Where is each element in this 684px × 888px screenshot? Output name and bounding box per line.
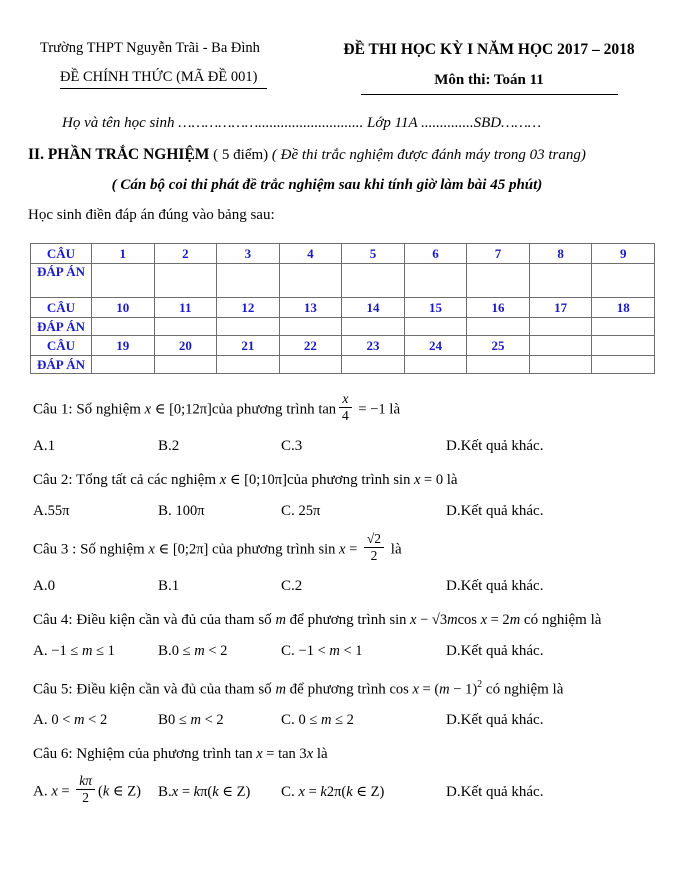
answer-table-row-label: CÂU xyxy=(31,336,92,356)
text-segment: A. xyxy=(33,712,52,729)
answer-fill-cell[interactable] xyxy=(154,318,217,336)
math-segment: 0 ≤ xyxy=(171,643,195,660)
text-segment: C. xyxy=(281,643,299,660)
question-number-cell: 10 xyxy=(92,298,155,318)
question-stem xyxy=(33,531,673,566)
math-segment: = 0 xyxy=(420,472,447,489)
math-segment: < 2 xyxy=(204,643,228,660)
math-segment: = xyxy=(178,784,194,801)
math-segment: 2π( xyxy=(326,784,347,801)
section-heading xyxy=(28,146,586,164)
text-segment: D.Kết quả khác. xyxy=(446,578,544,595)
exam-header-right xyxy=(333,41,645,95)
answer-fill-cell[interactable] xyxy=(279,318,342,336)
answer-table-row-label: ĐÁP ÁN xyxy=(31,356,92,374)
math-segment: sin xyxy=(318,541,339,558)
math-segment: k xyxy=(193,784,201,801)
option-a xyxy=(33,773,158,808)
answer-fill-cell[interactable] xyxy=(154,356,217,374)
question-number-cell: 15 xyxy=(404,298,467,318)
question-number-cell: 4 xyxy=(279,244,342,264)
option-d xyxy=(446,502,673,520)
text-segment: D.Kết quả khác. xyxy=(446,712,544,729)
answer-fill-cell[interactable] xyxy=(467,264,530,298)
math-segment: k xyxy=(320,784,327,801)
math-segment: m xyxy=(275,612,286,629)
math-segment: m xyxy=(194,643,205,660)
option-c xyxy=(281,502,446,520)
section-title: II. PHẦN TRẮC NGHIỆM xyxy=(28,146,210,163)
question-stem xyxy=(33,743,673,765)
text-segment: có nghiệm là xyxy=(520,612,602,629)
answer-fill-cell[interactable] xyxy=(592,356,655,374)
math-segment: = xyxy=(57,784,74,801)
questions xyxy=(33,391,673,822)
math-segment: x xyxy=(480,612,487,629)
math-segment: x xyxy=(413,472,421,489)
math-segment: m xyxy=(447,612,458,629)
answer-table-row-label: ĐÁP ÁN xyxy=(31,318,92,336)
answer-fill-cell[interactable] xyxy=(529,318,592,336)
text-segment: C. xyxy=(281,503,299,520)
question-4 xyxy=(33,609,673,660)
answer-fill-cell[interactable] xyxy=(279,356,342,374)
math-segment: x xyxy=(298,784,305,801)
math-segment: < 2 xyxy=(200,712,224,729)
text-segment: để phương trình xyxy=(285,612,390,629)
option-c xyxy=(281,577,446,595)
answer-fill-cell[interactable] xyxy=(592,264,655,298)
text-segment: D.Kết quả khác. xyxy=(446,784,544,801)
exam-subject: Môn thi: Toán 11 xyxy=(434,72,544,88)
text-segment: là xyxy=(446,472,458,489)
math-segment: ∈ Z) xyxy=(109,784,141,801)
question-number-cell: 1 xyxy=(92,244,155,264)
math-segment: ∈ [0;12π] xyxy=(151,401,212,418)
question-number-cell: 23 xyxy=(342,336,405,356)
answer-fill-cell[interactable] xyxy=(529,356,592,374)
student-info-line: Họ và tên học sinh ………………............................ Lớp 11A ..............SBD……… xyxy=(62,115,542,131)
math-segment: = xyxy=(304,784,321,801)
text-segment: D.Kết quả khác. xyxy=(446,503,544,520)
math-segment: m xyxy=(275,681,286,698)
text-segment: A.1 xyxy=(33,438,56,455)
math-segment: m xyxy=(320,712,332,729)
math-fraction: $\frac{x}{4}$ xyxy=(339,392,352,424)
math-segment: = ( xyxy=(418,681,440,698)
question-number-cell: 14 xyxy=(342,298,405,318)
answer-table-row xyxy=(31,264,655,298)
math-segment: x xyxy=(339,541,346,558)
option-d xyxy=(446,783,673,801)
question-options xyxy=(33,711,673,729)
math-segment: x xyxy=(410,612,417,629)
answer-table xyxy=(30,243,655,374)
math-segment: 55π xyxy=(47,503,70,520)
math-segment: x xyxy=(219,472,227,489)
option-d xyxy=(446,437,673,455)
text-segment: của phương trình xyxy=(211,401,319,418)
math-segment: x xyxy=(51,784,58,801)
exam-title: ĐỀ THI HỌC KỲ I NĂM HỌC 2017 – 2018 xyxy=(343,41,635,58)
option-c xyxy=(281,783,446,801)
math-segment: 0 < xyxy=(51,712,75,729)
answer-fill-cell[interactable] xyxy=(342,356,405,374)
answer-fill-cell[interactable] xyxy=(467,318,530,336)
option-a xyxy=(33,642,158,660)
proctor-note: ( Cán bộ coi thi phát đề trắc nghiệm sau khi tính giờ làm bài 45 phút) xyxy=(111,177,543,193)
question-number-cell xyxy=(529,336,592,356)
answer-fill-cell[interactable] xyxy=(279,264,342,298)
math-segment: m xyxy=(74,712,85,729)
math-segment: 25π xyxy=(298,503,321,520)
option-d xyxy=(446,642,673,660)
text-segment: C.2 xyxy=(281,578,303,595)
question-options xyxy=(33,773,673,808)
option-b xyxy=(158,783,281,801)
math-segment: k xyxy=(102,784,110,801)
text-segment: B. xyxy=(158,643,172,660)
text-segment: của phương trình xyxy=(286,472,394,489)
option-b xyxy=(158,711,281,729)
math-segment: cos xyxy=(457,612,481,629)
math-segment: sin xyxy=(389,612,411,629)
section-points: ( 5 điểm) xyxy=(209,147,272,163)
text-segment: Câu 3 : Số nghiệm xyxy=(33,541,149,558)
text-segment: Câu 4: Điều kiện cần và đủ của tham số xyxy=(33,612,276,629)
math-segment: < 2 xyxy=(84,712,108,729)
math-segment: x xyxy=(412,681,419,698)
option-c xyxy=(281,642,446,660)
question-number-cell: 19 xyxy=(92,336,155,356)
math-segment: m xyxy=(190,712,201,729)
question-stem xyxy=(33,674,673,700)
question-number-cell: 16 xyxy=(467,298,530,318)
text-segment: C. xyxy=(281,784,299,801)
math-segment: − √3 xyxy=(416,612,448,629)
text-segment: Câu 2: Tổng tất cả các nghiệm xyxy=(33,472,220,489)
text-segment: để phương trình xyxy=(285,681,390,698)
math-segment: ≤ 2 xyxy=(331,712,354,729)
text-segment: là xyxy=(387,541,402,558)
answer-table-row xyxy=(31,298,655,318)
question-number-cell: 11 xyxy=(154,298,217,318)
math-segment: cos xyxy=(389,681,413,698)
answer-table-row xyxy=(31,356,655,374)
text-segment: D.Kết quả khác. xyxy=(446,438,544,455)
text-segment: C.3 xyxy=(281,438,303,455)
section-note: ( Đề thi trắc nghiệm được đánh máy trong 03 trang) xyxy=(271,147,586,163)
question-number-cell: 25 xyxy=(467,336,530,356)
answer-fill-cell[interactable] xyxy=(342,318,405,336)
math-segment: m xyxy=(439,681,450,698)
math-segment: ≤ 1 xyxy=(92,643,115,660)
answer-fill-cell[interactable] xyxy=(342,264,405,298)
answer-fill-cell[interactable] xyxy=(467,356,530,374)
math-segment: k xyxy=(212,784,219,801)
math-segment: < 1 xyxy=(339,643,363,660)
math-segment: −1 < xyxy=(298,643,330,660)
option-b xyxy=(158,437,281,455)
text-segment: là xyxy=(313,746,328,763)
question-number-cell: 22 xyxy=(279,336,342,356)
option-d xyxy=(446,577,673,595)
text-segment: của phương trình xyxy=(211,541,319,558)
answer-fill-cell[interactable] xyxy=(92,318,155,336)
text-segment: A. xyxy=(33,503,48,520)
question-number-cell: 3 xyxy=(217,244,280,264)
question-number-cell: 12 xyxy=(217,298,280,318)
option-a xyxy=(33,502,158,520)
answer-fill-cell[interactable] xyxy=(154,264,217,298)
text-segment: B. xyxy=(158,503,176,520)
math-fraction: $\frac{k\pi}{2}$ xyxy=(76,774,95,806)
question-5 xyxy=(33,674,673,729)
question-2 xyxy=(33,469,673,520)
question-number-cell: 8 xyxy=(529,244,592,264)
question-number-cell xyxy=(592,336,655,356)
math-segment: = 2 xyxy=(487,612,510,629)
question-6 xyxy=(33,743,673,808)
answer-table-row xyxy=(31,318,655,336)
option-a xyxy=(33,577,158,595)
text-segment: Câu 6: Nghiệm của phương trình xyxy=(33,746,235,763)
question-options xyxy=(33,502,673,520)
math-segment: = xyxy=(345,541,361,558)
question-number-cell: 17 xyxy=(529,298,592,318)
math-segment: ∈ Z) xyxy=(352,784,385,801)
question-number-cell: 5 xyxy=(342,244,405,264)
math-segment: − 1) xyxy=(449,681,478,698)
question-number-cell: 13 xyxy=(279,298,342,318)
answer-fill-cell[interactable] xyxy=(92,356,155,374)
math-segment: m xyxy=(81,643,93,660)
option-a xyxy=(33,437,158,455)
option-b xyxy=(158,577,281,595)
answer-fill-cell[interactable] xyxy=(217,318,280,336)
question-number-cell: 20 xyxy=(154,336,217,356)
text-segment: A.0 xyxy=(33,578,56,595)
text-segment: A. xyxy=(33,784,52,801)
question-options xyxy=(33,577,673,595)
math-segment: ( xyxy=(97,784,103,801)
answer-fill-cell[interactable] xyxy=(404,318,467,336)
question-number-cell: 2 xyxy=(154,244,217,264)
option-b xyxy=(158,642,281,660)
answer-fill-cell[interactable] xyxy=(404,356,467,374)
text-segment: B.2 xyxy=(158,438,180,455)
math-segment: x xyxy=(306,746,314,763)
answer-fill-cell[interactable] xyxy=(592,318,655,336)
question-number-cell: 21 xyxy=(217,336,280,356)
option-d xyxy=(446,711,673,729)
answer-fill-cell[interactable] xyxy=(92,264,155,298)
answer-table-row-label: CÂU xyxy=(31,244,92,264)
math-segment: m xyxy=(329,643,340,660)
answer-fill-cell[interactable] xyxy=(404,264,467,298)
math-segment: tan xyxy=(318,401,337,418)
math-segment: k xyxy=(346,784,353,801)
question-number-cell: 18 xyxy=(592,298,655,318)
subject-underline xyxy=(361,94,618,95)
text-segment: B. xyxy=(158,784,172,801)
option-b xyxy=(158,502,281,520)
answer-table-row-label: CÂU xyxy=(31,298,92,318)
question-options xyxy=(33,437,673,455)
text-segment: A. xyxy=(33,643,52,660)
math-segment: 100π xyxy=(175,503,205,520)
question-number-cell: 24 xyxy=(404,336,467,356)
math-segment: m xyxy=(509,612,521,629)
text-segment: B xyxy=(158,712,169,729)
text-segment: có nghiệm là xyxy=(482,681,564,698)
math-segment: x xyxy=(148,541,155,558)
question-stem xyxy=(33,609,673,631)
answer-fill-cell[interactable] xyxy=(529,264,592,298)
answer-fill-cell[interactable] xyxy=(217,264,280,298)
math-segment: 0 ≤ xyxy=(298,712,321,729)
math-segment: = tan 3 xyxy=(262,746,307,763)
math-segment: ∈ [0;10π] xyxy=(226,472,287,489)
math-segment: 0 ≤ xyxy=(168,712,191,729)
text-segment: C. xyxy=(281,712,299,729)
math-superscript: 2 xyxy=(477,679,483,691)
answer-fill-cell[interactable] xyxy=(217,356,280,374)
math-segment: π( xyxy=(200,784,213,801)
fill-instruction: Học sinh điền đáp án đúng vào bảng sau: xyxy=(28,207,275,223)
text-segment: Câu 1: Số nghiệm xyxy=(33,401,145,418)
math-segment: sin xyxy=(393,472,414,489)
question-1 xyxy=(33,391,673,455)
math-segment: = −1 xyxy=(354,401,390,418)
math-segment: ∈ Z) xyxy=(218,784,251,801)
text-segment: D.Kết quả khác. xyxy=(446,643,544,660)
question-number-cell: 7 xyxy=(467,244,530,264)
math-segment: x xyxy=(171,784,179,801)
math-fraction: $\frac{√2}{2}$ xyxy=(364,532,384,564)
question-stem xyxy=(33,469,673,491)
answer-table-row xyxy=(31,244,655,264)
question-number-cell: 6 xyxy=(404,244,467,264)
option-c xyxy=(281,437,446,455)
math-segment: x xyxy=(256,746,263,763)
math-segment: −1 ≤ xyxy=(51,643,82,660)
option-c xyxy=(281,711,446,729)
exam-code: ĐỀ CHÍNH THỨC (MÃ ĐỀ 001) xyxy=(60,69,267,89)
answer-table-row xyxy=(31,336,655,356)
text-segment: là xyxy=(389,401,401,418)
question-stem xyxy=(33,391,673,426)
question-3 xyxy=(33,531,673,595)
text-segment: Câu 5: Điều kiện cần và đủ của tham số xyxy=(33,681,276,698)
math-segment: tan xyxy=(234,746,257,763)
answer-table-body xyxy=(31,244,655,374)
math-segment: x xyxy=(144,401,152,418)
text-segment: B.1 xyxy=(158,578,180,595)
answer-table-row-label: ĐÁP ÁN xyxy=(31,264,92,298)
school-name: Trường THPT Nguyễn Trãi - Ba Đình xyxy=(40,40,260,56)
question-options xyxy=(33,642,673,660)
question-number-cell: 9 xyxy=(592,244,655,264)
option-a xyxy=(33,711,158,729)
math-segment: ∈ [0;2π] xyxy=(154,541,212,558)
